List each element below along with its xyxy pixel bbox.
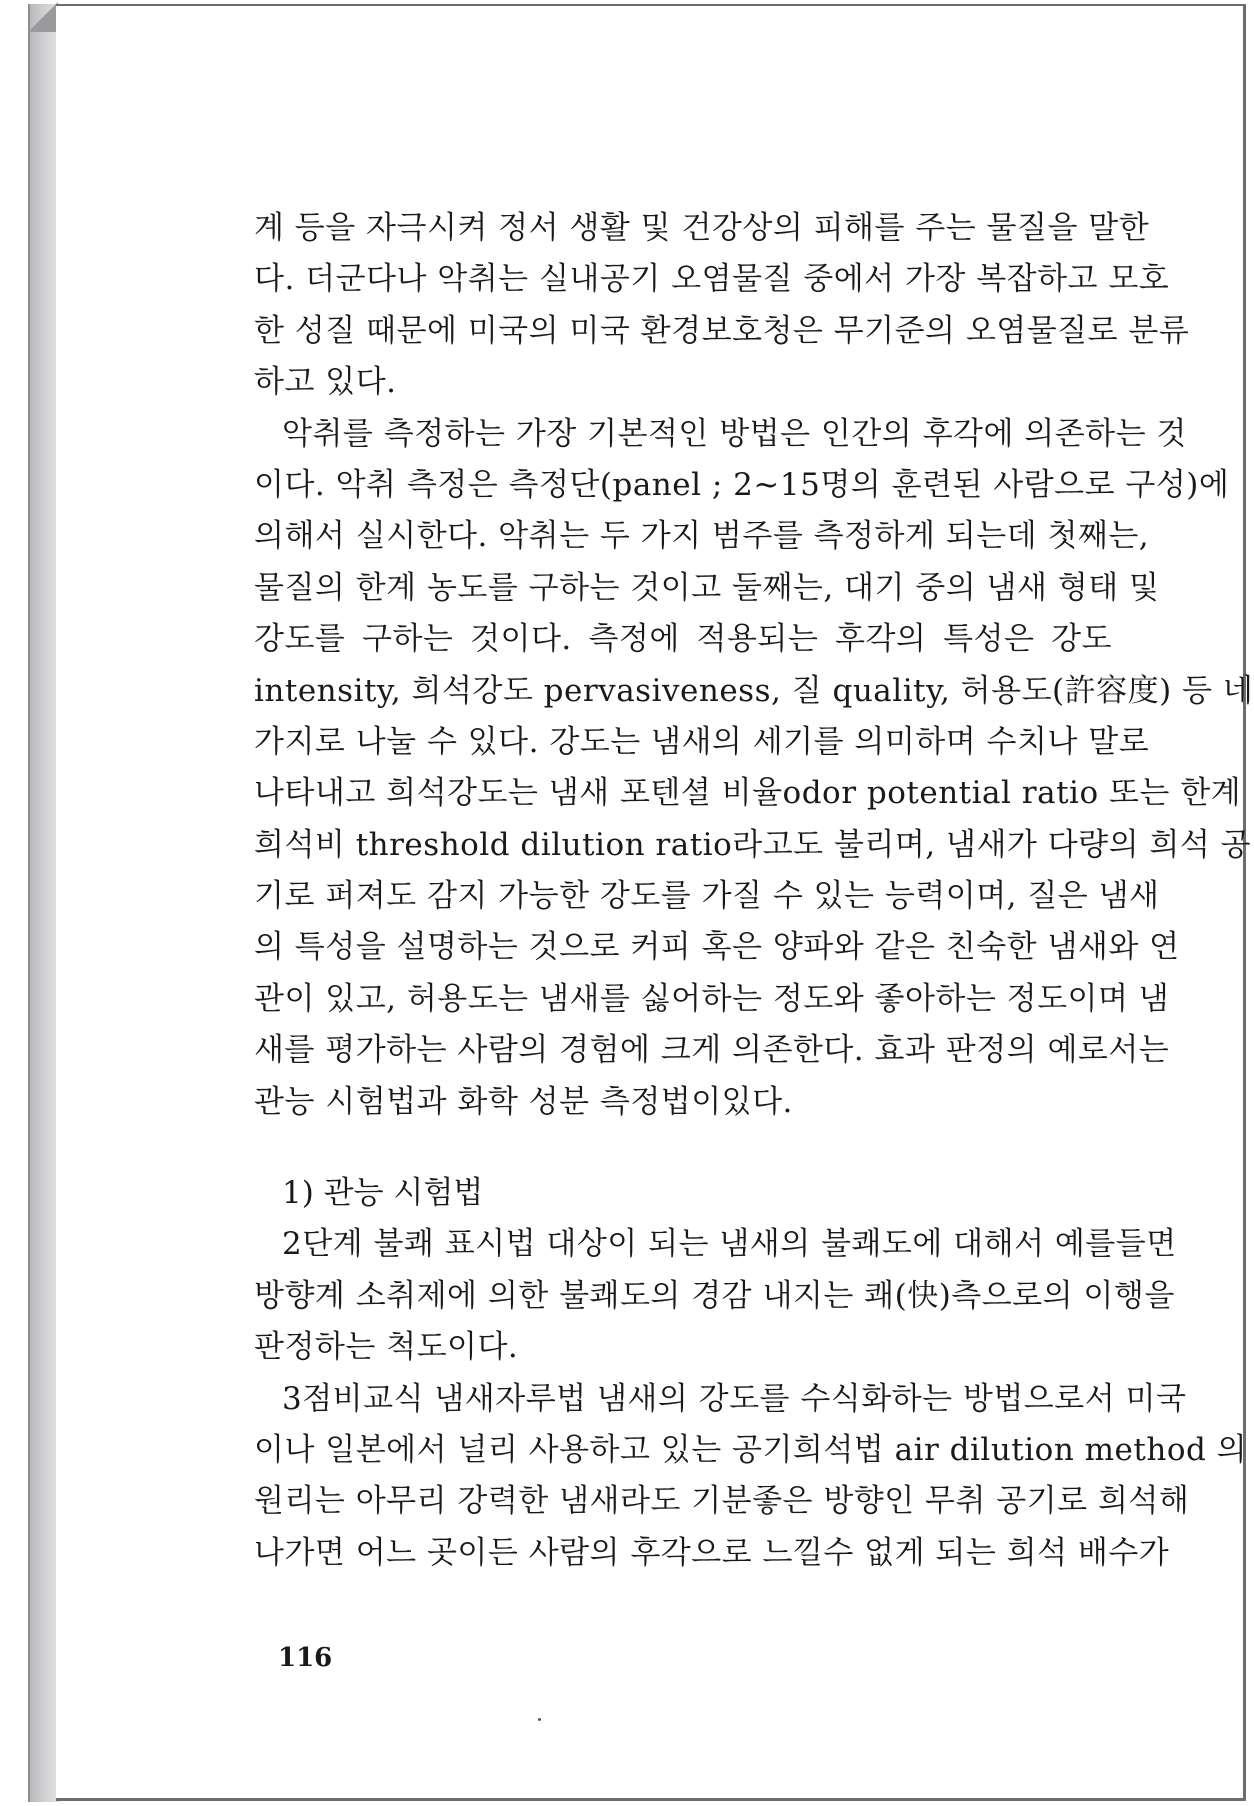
text-line: 계 등을 자극시켜 정서 생활 및 건강상의 피해를 주는 물질을 말한 — [254, 210, 1150, 246]
text-line: 의해서 실시한다. 악취는 두 가지 범주를 측정하게 되는데 첫째는, — [254, 518, 1150, 555]
text-line: 나타내고 희석강도는 냄새 포텐셜 비율odor potential ratio 또는 한계 — [254, 775, 1242, 812]
text-line: 물질의 한계 농도를 구하는 것이고 둘째는, 대기 중의 냄새 형태 및 — [254, 569, 1160, 606]
text-line: intensity, 희석강도 pervasiveness, 질 quality, 허용도(許容度) 등 네 — [254, 672, 1254, 709]
text-line: 강도를 구하는 것이다. 측정에 적용되는 후각의 특성은 강도 — [254, 621, 1112, 658]
text-line: 악취를 측정하는 가장 기본적인 방법은 인간의 후각에 의존하는 것 — [282, 415, 1187, 452]
text-line: 다. 더군다나 악취는 실내공기 오염물질 중에서 가장 복잡하고 모호 — [254, 261, 1170, 298]
text-line: 3점비교식 냄새자루법 냄새의 강도를 수식화하는 방법으로서 미국 — [282, 1380, 1187, 1417]
text-line: 방향계 소취제에 의한 불쾌도의 경감 내지는 쾌(快)측으로의 이행을 — [254, 1277, 1175, 1314]
text-line: 가지로 나눌 수 있다. 강도는 냄새의 세기를 의미하며 수치나 말로 — [254, 723, 1150, 760]
text-line: 하고 있다. — [254, 364, 397, 401]
text-line: 관능 시험법과 화학 성분 측정법이있다. — [254, 1083, 793, 1120]
text-line: 희석비 threshold dilution ratio라고도 불리며, 냄새가 다량의 희석 공 — [254, 826, 1252, 863]
text-line: 이나 일본에서 널리 사용하고 있는 공기희석법 air dilution method 의 — [254, 1431, 1248, 1468]
text-line: 새를 평가하는 사람의 경험에 크게 의존한다. 효과 판정의 예로서는 — [254, 1032, 1170, 1069]
print-speck — [538, 1718, 541, 1721]
page-number: 116 — [278, 1643, 333, 1673]
text-line: 2단계 불쾌 표시법 대상이 되는 냄새의 불쾌도에 대해서 예를들면 — [282, 1226, 1177, 1263]
page-body — [254, 203, 1254, 1579]
text-line: 판정하는 척도이다. — [254, 1329, 519, 1366]
text-line: 나가면 어느 곳이든 사람의 후각으로 느낄수 없게 되는 희석 배수가 — [254, 1534, 1170, 1571]
text-line: 기로 퍼져도 감지 가능한 강도를 가질 수 있는 능력이며, 질은 냄새 — [254, 878, 1160, 915]
text-line: 한 성질 때문에 미국의 미국 환경보호청은 무기준의 오염물질로 분류 — [254, 312, 1190, 349]
text-line: 원리는 아무리 강력한 냄새라도 기분좋은 방향인 무취 공기로 희석해 — [254, 1483, 1190, 1520]
section-heading: 1) 관능 시험법 — [282, 1175, 484, 1212]
text-line: 이다. 악취 측정은 측정단(panel ; 2~15명의 훈련된 사람으로 구성)에 — [254, 466, 1230, 503]
text-line: 의 특성을 설명하는 것으로 커피 혹은 양파와 같은 친숙한 냄새와 연 — [254, 929, 1180, 966]
text-line: 관이 있고, 허용도는 냄새를 싫어하는 정도와 좋아하는 정도이며 냄 — [254, 980, 1170, 1017]
paragraph-gap — [254, 1128, 1112, 1168]
